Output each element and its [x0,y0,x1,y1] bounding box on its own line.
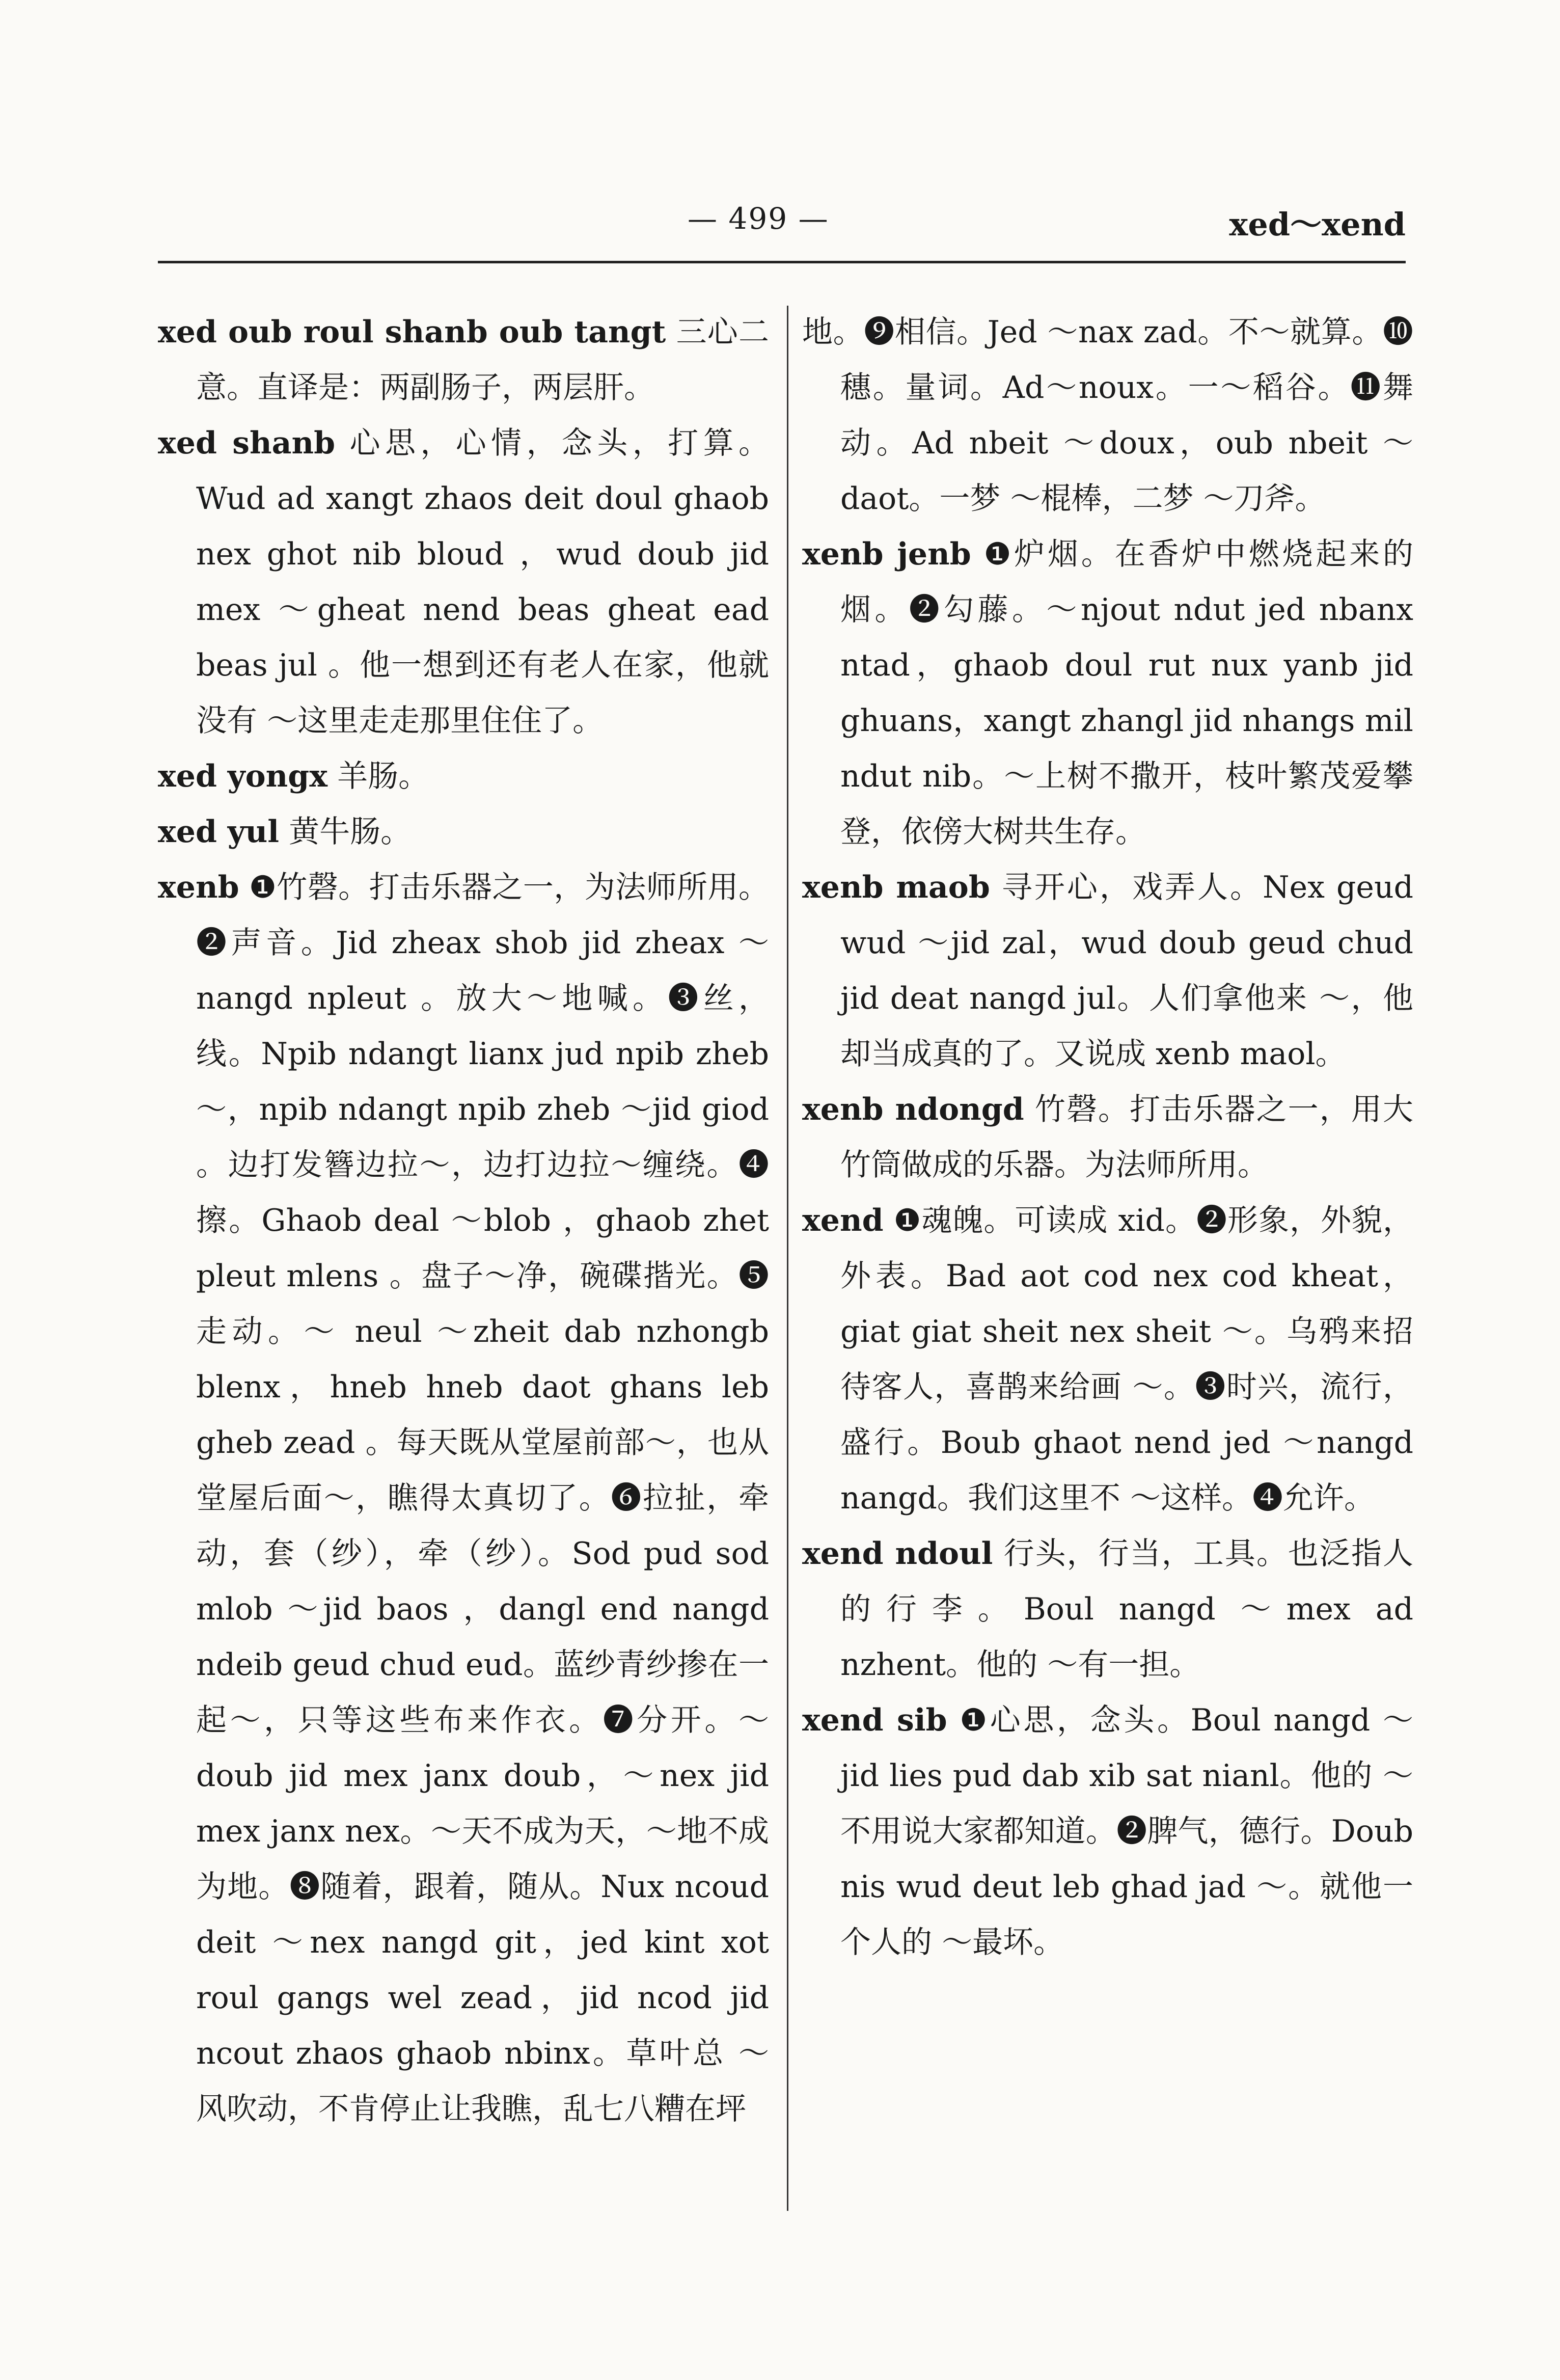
entry-headword: xenb jenb [802,536,971,572]
entry-headword: xed yongx [158,759,328,794]
entry-definition: 羊肠。 [327,759,429,794]
entry-definition: 心思，心情，念头，打算。Wud ad xangt zhaos deit doul ghaob nex ghot nib bloud ，wud doub jid mex ～gheat nend beas gheat ead beas jul 。他一想到还有老人在家，他就没有 ～这里走走那里住住了。 [196,425,769,739]
dictionary-entry [802,1693,1413,1970]
page-number: — 499 — [688,201,829,236]
dictionary-entry [802,1526,1413,1693]
entry-definition: 寻开心，戏弄人。Nex geud wud ～jid zal，wud doub geud chud jid deat nangd jul。人们拿他来 ～，他却当成真的了。又说成 xenb maol。 [840,870,1413,1072]
dictionary-entry [802,527,1413,860]
entry-definition: 行头，行当，工具。也泛指人的行李。Boul nangd ～mex ad nzhent。他的 ～有一担。 [840,1536,1414,1683]
dictionary-entry [802,1082,1413,1193]
dictionary-entry-continued [802,305,1413,527]
running-head: xed～xend [1229,206,1406,243]
page-header [158,196,1406,252]
entry-headword: xed shanb [158,425,336,461]
entry-headword: xed yul [158,814,280,850]
entry-definition: ❶炉烟。在香炉中燃烧起来的烟。❷勾藤。～njout ndut jed nbanx ntad，ghaob doul rut nux yanb jid ghuans，xangt zhangl jid nhangs mil ndut nib。～上树不撒开，枝叶繁茂爱攀登，依傍大树共生存。 [840,536,1413,850]
entry-definition: 竹磬。打击乐器之一，用大竹筒做成的乐器。为法师所用。 [840,1092,1413,1183]
dictionary-entry [802,860,1413,1082]
entry-headword: xend sib [802,1702,947,1738]
dictionary-entry [158,416,769,749]
entry-definition: 地。❾相信。Jed ～nax zad。不～就算。❿穗。量词。Ad～noux。一～稻谷。⓫舞动。Ad nbeit ～doux，oub nbeit ～daot。一梦 ～棍棒，二梦 ～刀斧。 [802,314,1413,517]
entry-definition: ❶心思，念头。Boul nangd ～jid lies pud dab xib sat nianl。他的 ～不用说大家都知道。❷脾气，德行。Doub nis wud deut leb ghad jad ～。就他一个人的 ～最坏。 [840,1702,1413,1960]
left-column [158,305,769,2137]
right-column [802,305,1413,1970]
entry-headword: xenb maob [802,870,990,905]
dictionary-entry [158,305,769,416]
dictionary-entry [158,860,769,2137]
entry-definition: ❶竹磬。打击乐器之一，为法师所用。❷声音。Jid zheax shob jid zheax ～nangd npleut 。放大～地喊。❸丝，线。Npib ndangt lianx jud npib zheb～，npib ndangt npib zheb ～jid giod 。边打发簪边拉～，边打边拉～缠绕。❹擦。Ghaob deal ～blob ，ghaob zhet pleut mlens 。盘子～净，碗碟揩光。❺走动。～ neul ～zheit dab nzhongb blenx，hneb hneb daot ghans leb gheb zead 。每天既从堂屋前部～，也从堂屋后面～，瞧得太真切了。❻拉扯，牵动，套（纱），牵（纱）。Sod pud sod mlob ～jid baos ，dangl end nangd ndeib geud chud eud。蓝纱青纱掺在一起～，只等这些布来作衣。❼分开。～doub jid mex janx doub，～nex jid mex janx nex。～天不成为天，～地不成为地。❽随着，跟着，随从。Nux ncoud deit ～nex nangd git，jed kint xot roul gangs wel zead，jid ncod jid ncout zhaos ghaob nbinx。草叶总 ～风吹动，不肯停止让我瞧，乱七八糟在坪 [196,870,769,2127]
dictionary-entry [158,804,769,860]
entry-headword: xend ndoul [802,1536,993,1572]
dictionary-entry [158,749,769,804]
entry-headword: xenb [158,870,239,905]
entry-definition: 三心二意。直译是：两副肠子，两层肝。 [196,314,769,405]
entry-headword: xend [802,1203,884,1238]
entry-definition: 黄牛肠。 [279,814,412,850]
entry-headword: xed oub roul shanb oub tangt [158,314,666,350]
column-divider [787,306,788,2211]
entry-headword: xenb ndongd [802,1092,1024,1127]
entry-definition: ❶魂魄。可读成 xid。❷形象，外貌，外表。Bad aot cod nex cod kheat，giat giat sheit nex sheit ～。乌鸦来招待客人，喜鹊来给画 ～。❸时兴，流行，盛行。Boub ghaot nend jed ～nangd nangd。我们这里不 ～这样。❹允许。 [840,1203,1413,1516]
header-rule [158,261,1406,263]
dictionary-entry [802,1193,1413,1526]
